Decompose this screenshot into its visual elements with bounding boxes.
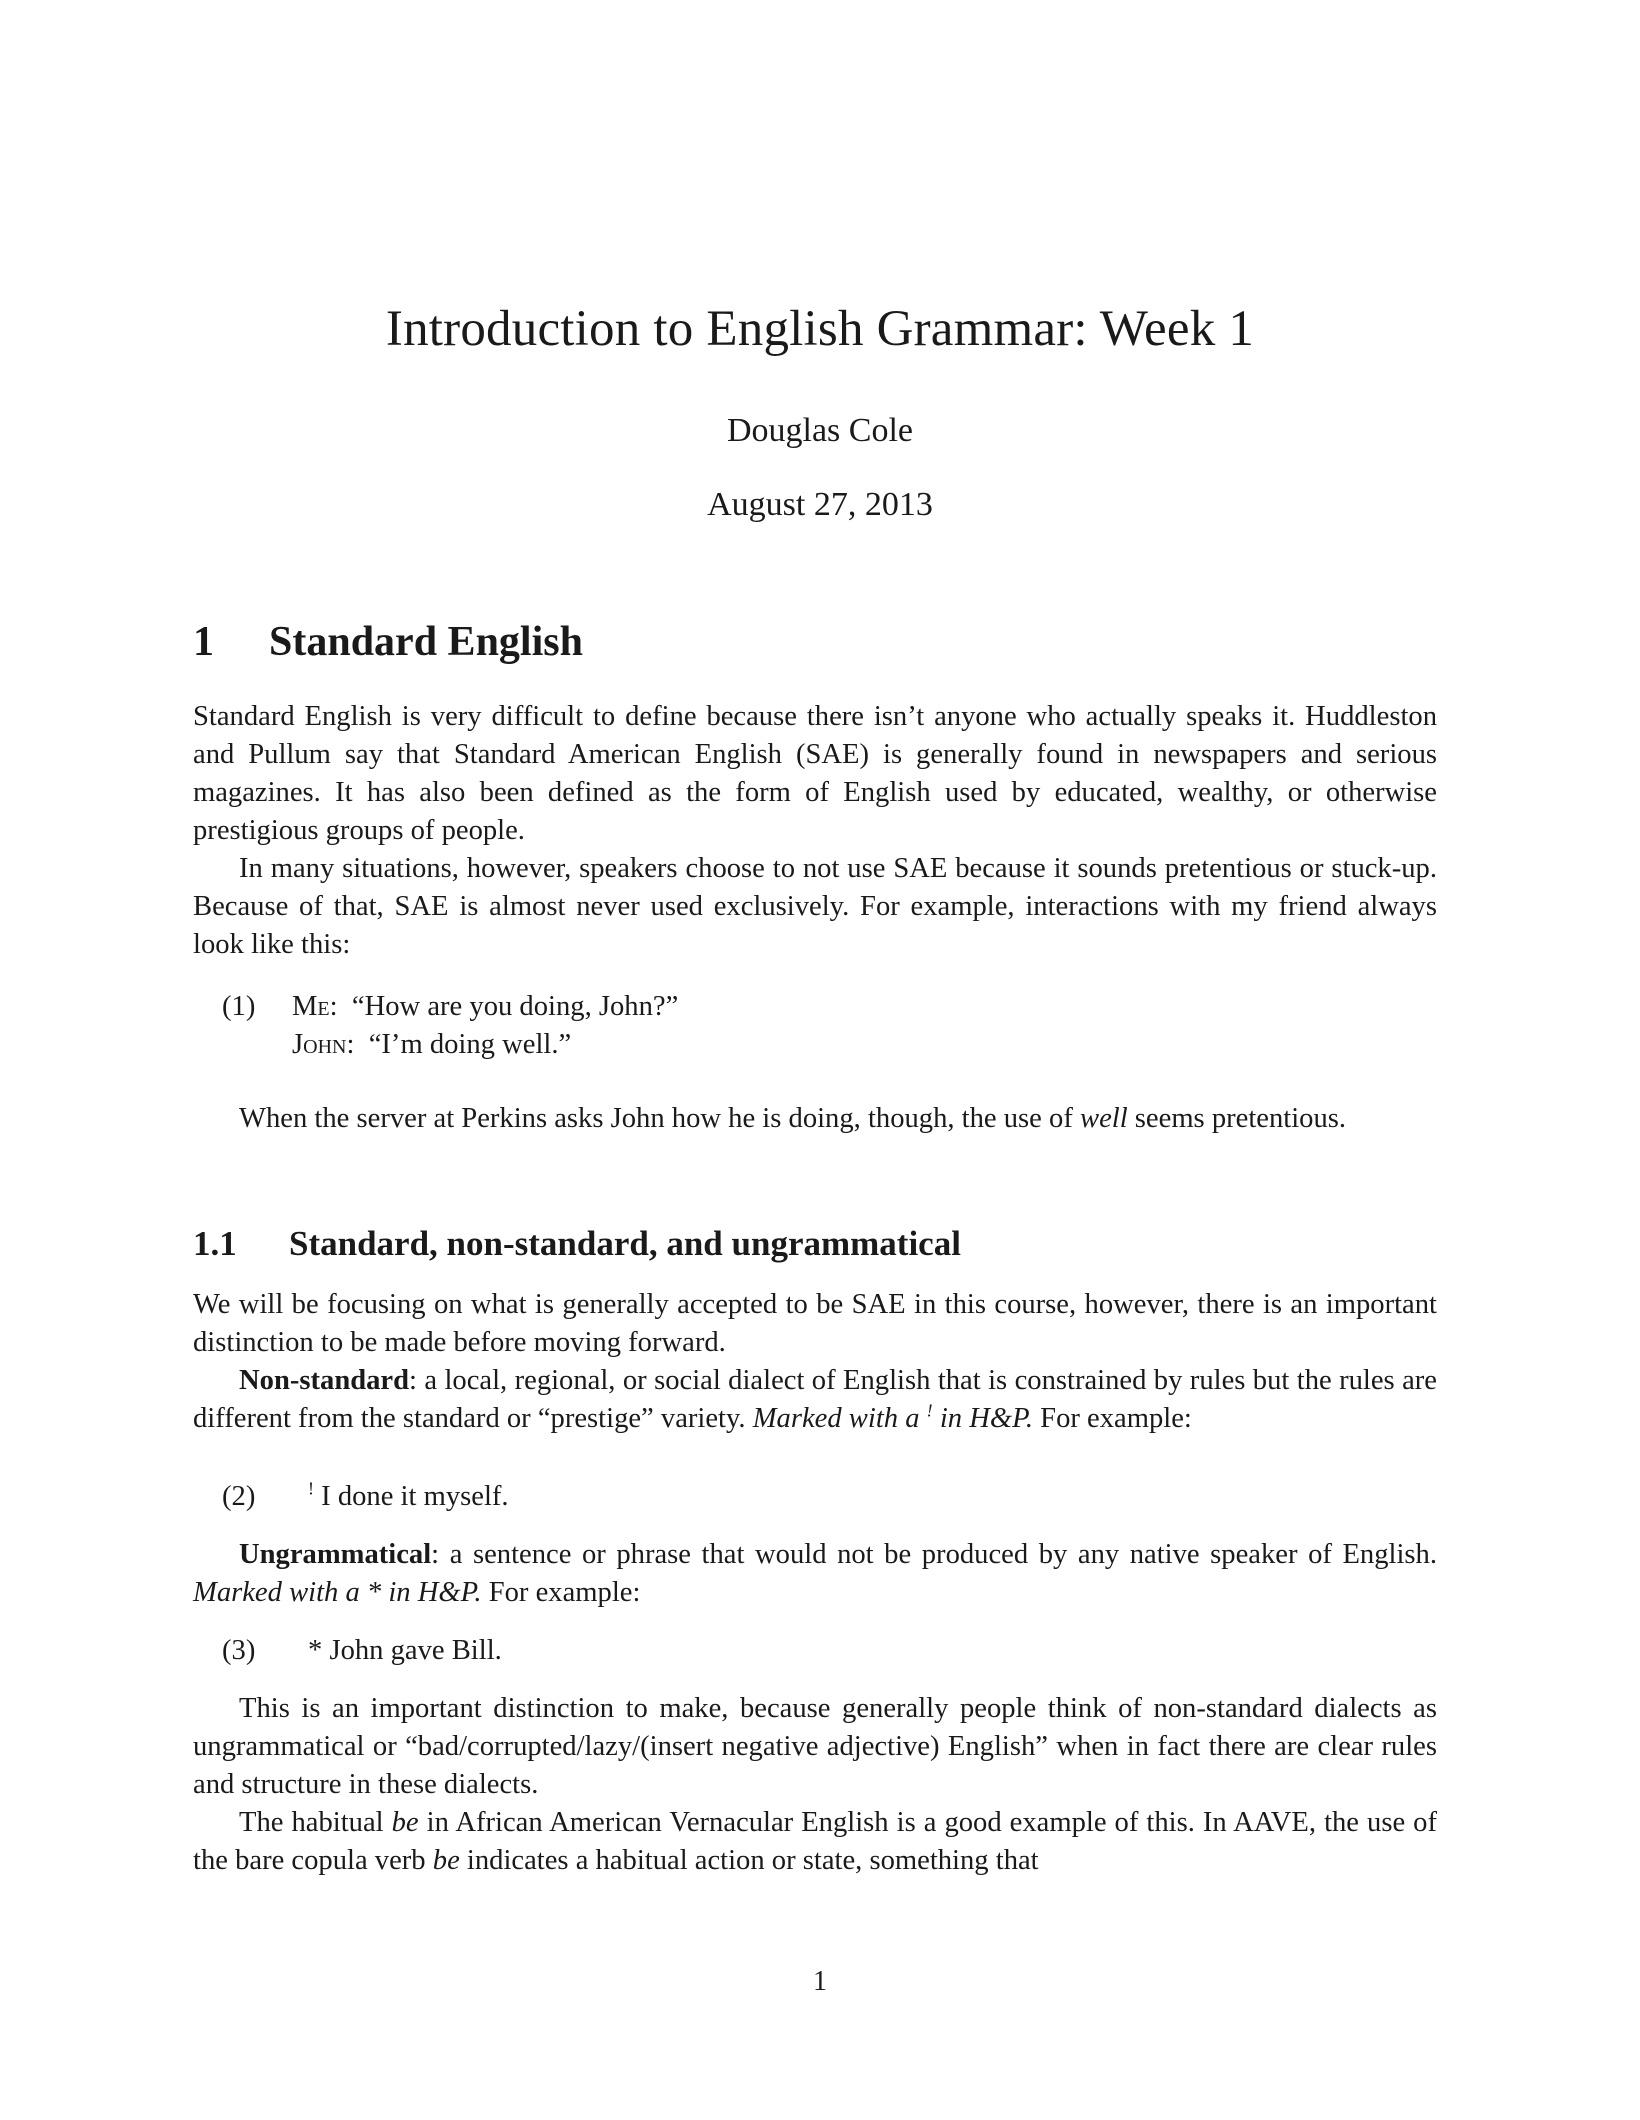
document-title: Introduction to English Grammar: Week 1: [385, 301, 1255, 357]
definition-text: For example:: [481, 1577, 641, 1608]
paragraph: This is an important distinction to make, because generally people think of non-standard dialects as ungrammatical or “bad/corrupted/lazy/(insert negative adjective) English” when in fact there are clear rules and structure in these dialects.: [193, 1693, 1437, 1800]
term: Ungrammatical: [239, 1539, 432, 1570]
definition-ungrammatical: [193, 1536, 1437, 1612]
paragraph: Standard English is very difficult to define because there isn’t anyone who actually speaks it. Huddleston and Pullum say that Standard American English (SAE) is generally found in newspapers and serious magazines. It has also been defined as the form of English used by educated, wealthy, or otherwise prestigious groups of people.: [193, 701, 1437, 846]
section-1-heading: [193, 618, 583, 666]
example-3: [222, 1632, 502, 1670]
paragraph: In many situations, however, speakers choose to not use SAE because it sounds pretentious or stuck-up. Because of that, SAE is almost never used exclusively. For example, interactions with my friend always look like this:: [193, 853, 1437, 960]
emphasized-word: be: [432, 1845, 460, 1876]
paragraph-text: The habitual: [239, 1807, 392, 1838]
example-2: [222, 1478, 509, 1516]
document-author: Douglas Cole: [726, 412, 914, 449]
section-title: Standard English: [269, 619, 583, 665]
section-number: 1: [193, 619, 214, 665]
paragraph: [193, 1804, 1437, 1880]
definition-text: For example:: [1033, 1403, 1192, 1434]
paragraph: [193, 1100, 1437, 1138]
marking-symbol: !: [926, 1400, 933, 1421]
example-text: I done it myself.: [321, 1481, 509, 1512]
example-text: * John gave Bill.: [308, 1635, 502, 1666]
document-date: August 27, 2013: [707, 486, 933, 523]
example-number: (3): [222, 1635, 256, 1666]
term: Non-standard: [239, 1365, 410, 1396]
example-text: “I’m doing well.”: [368, 1029, 572, 1060]
example-text: “How are you doing, John?”: [351, 991, 679, 1022]
paragraph-text: in African American Vernacular English is a good example of this. In AAVE, the use of the bare copula verb: [193, 1807, 1437, 1876]
nonstandard-mark: !: [308, 1478, 314, 1499]
paragraph-text: indicates a habitual action or state, something that: [459, 1845, 1039, 1876]
speaker-label: John: [292, 1029, 347, 1060]
section-title: Standard, non-standard, and ungrammatical: [289, 1224, 961, 1263]
definition-nonstandard: [193, 1362, 1437, 1438]
section-number: 1.1: [193, 1224, 237, 1263]
section-1-1-continued: [193, 1690, 1437, 1880]
example-number: (1): [222, 991, 256, 1022]
definition-text: : a local, regional, or social dialect of English that is constrained by rules but the rules are different from the standard or “prestige” variety.: [193, 1365, 1437, 1434]
section-1-1-body: [193, 1286, 1437, 1438]
example-number: (2): [222, 1481, 256, 1512]
page-number: 1: [813, 1966, 827, 1997]
section-1-1-heading: [193, 1224, 961, 1264]
example-1: (1) Me: “How are you doing, John?” John: “I’m doing well.”: [222, 988, 678, 1064]
paragraph: We will be focusing on what is generally accepted to be SAE in this course, however, there is an important distinction to be made before moving forward.: [193, 1289, 1437, 1358]
definition-text: : a sentence or phrase that would not be produced by any native speaker of English.: [431, 1539, 1437, 1570]
section-1-body: [193, 698, 1437, 964]
marking-note: in H&P.: [932, 1403, 1034, 1434]
paragraph-text: When the server at Perkins asks John how he is doing, though, the use of: [239, 1103, 1080, 1134]
emphasized-word: well: [1080, 1103, 1128, 1134]
marking-note: Marked with a * in H&P.: [193, 1577, 482, 1608]
marking-note: Marked with a: [752, 1403, 927, 1434]
emphasized-word: be: [391, 1807, 419, 1838]
speaker-label: Me: [292, 991, 330, 1022]
paragraph-text: seems pretentious.: [1127, 1103, 1347, 1134]
